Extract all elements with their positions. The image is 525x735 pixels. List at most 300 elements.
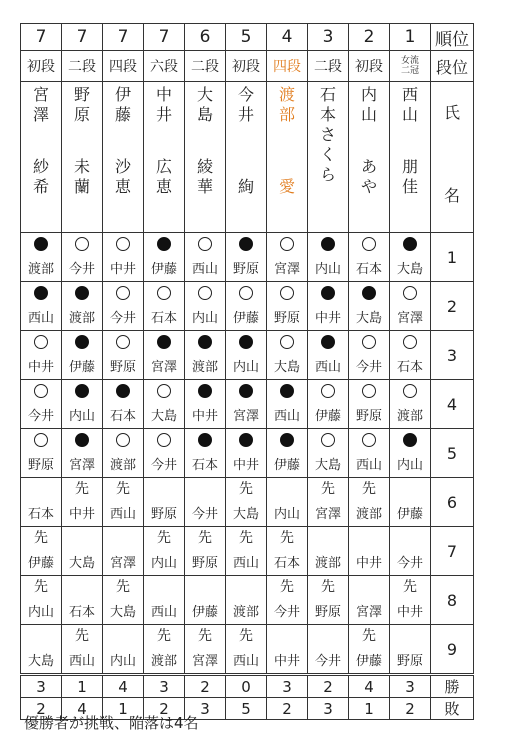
game-cell bbox=[308, 233, 349, 282]
name-cell bbox=[62, 82, 103, 233]
game-cell bbox=[308, 625, 349, 675]
game-cell bbox=[21, 527, 62, 576]
black-circle-icon bbox=[34, 286, 48, 300]
round-row bbox=[21, 331, 474, 380]
game-cell bbox=[390, 331, 431, 380]
game-top bbox=[280, 282, 294, 304]
opponent-name: 野原 bbox=[232, 262, 259, 277]
game-cell bbox=[226, 527, 267, 576]
game-cell bbox=[390, 282, 431, 331]
sente-label: 先 bbox=[280, 530, 294, 546]
opponent-name: 伊藤 bbox=[355, 654, 382, 669]
wins-cell: 3 bbox=[390, 675, 431, 698]
game-cell bbox=[103, 429, 144, 478]
sente-label: 先 bbox=[75, 481, 89, 497]
game-cell bbox=[349, 380, 390, 429]
white-circle-icon bbox=[75, 237, 89, 251]
game-cell bbox=[103, 282, 144, 331]
game-cell bbox=[267, 282, 308, 331]
game-cell bbox=[349, 429, 390, 478]
wins-cell: 0 bbox=[226, 675, 267, 698]
game-result bbox=[62, 331, 102, 379]
name-cell bbox=[21, 82, 62, 233]
game-cell bbox=[267, 233, 308, 282]
dan-cell bbox=[62, 51, 103, 82]
game-cell bbox=[267, 625, 308, 675]
white-circle-icon bbox=[116, 286, 130, 300]
opponent-name: 大島 bbox=[232, 507, 259, 522]
game-cell bbox=[185, 576, 226, 625]
white-circle-icon bbox=[239, 286, 253, 300]
opponent-name: 中井 bbox=[314, 311, 341, 326]
game-cell bbox=[62, 527, 103, 576]
game-result bbox=[62, 282, 102, 330]
dan-cell bbox=[308, 51, 349, 82]
game-top bbox=[239, 429, 253, 451]
game-result bbox=[390, 233, 430, 281]
opponent-name: 宮澤 bbox=[314, 507, 341, 522]
game-top bbox=[116, 282, 130, 304]
game-result bbox=[185, 527, 225, 575]
opponent-name: 中井 bbox=[396, 605, 423, 620]
black-circle-icon bbox=[321, 286, 335, 300]
round-row bbox=[21, 625, 474, 675]
league-table-container bbox=[20, 23, 474, 720]
game-result bbox=[21, 429, 61, 477]
opponent-name: 内山 bbox=[68, 409, 95, 424]
game-result bbox=[349, 429, 389, 477]
game-result bbox=[185, 233, 225, 281]
opponent-name: 野原 bbox=[150, 507, 177, 522]
rank-row bbox=[21, 24, 474, 51]
game-cell bbox=[267, 527, 308, 576]
sente-label: 先 bbox=[116, 481, 130, 497]
white-circle-icon bbox=[34, 384, 48, 398]
round-label: 4 bbox=[431, 380, 474, 429]
white-circle-icon bbox=[362, 384, 376, 398]
name-cell bbox=[144, 82, 185, 233]
game-top bbox=[280, 429, 294, 451]
opponent-name: 内山 bbox=[109, 654, 136, 669]
game-cell bbox=[21, 478, 62, 527]
game-result bbox=[185, 331, 225, 379]
player-surname: 西 山 bbox=[401, 85, 418, 124]
game-top bbox=[157, 625, 171, 647]
game-result bbox=[226, 282, 266, 330]
game-cell bbox=[267, 380, 308, 429]
game-result bbox=[390, 625, 430, 673]
black-circle-icon bbox=[198, 335, 212, 349]
white-circle-icon bbox=[157, 433, 171, 447]
game-result bbox=[308, 478, 348, 526]
game-result bbox=[349, 380, 389, 428]
dan-cell bbox=[185, 51, 226, 82]
wins-cell: 3 bbox=[144, 675, 185, 698]
player-name bbox=[21, 82, 61, 197]
game-cell bbox=[103, 527, 144, 576]
rank-cell: 7 bbox=[62, 24, 103, 51]
game-cell bbox=[349, 625, 390, 675]
game-result bbox=[185, 282, 225, 330]
white-circle-icon bbox=[403, 384, 417, 398]
opponent-name: 今井 bbox=[396, 556, 423, 571]
opponent-name: 伊藤 bbox=[273, 458, 300, 473]
game-cell bbox=[144, 478, 185, 527]
game-result bbox=[390, 380, 430, 428]
game-result bbox=[144, 233, 184, 281]
game-top bbox=[198, 282, 212, 304]
opponent-name: 西山 bbox=[109, 507, 136, 522]
opponent-name: 渡部 bbox=[396, 409, 423, 424]
black-circle-icon bbox=[321, 335, 335, 349]
player-name bbox=[390, 82, 430, 197]
game-result bbox=[185, 576, 225, 624]
opponent-name: 西山 bbox=[27, 311, 54, 326]
game-top bbox=[280, 527, 294, 549]
round-row bbox=[21, 576, 474, 625]
name-cell bbox=[349, 82, 390, 233]
player-name bbox=[226, 82, 266, 197]
opponent-name: 伊藤 bbox=[314, 409, 341, 424]
game-cell bbox=[144, 282, 185, 331]
white-circle-icon bbox=[116, 237, 130, 251]
rank-cell: 7 bbox=[103, 24, 144, 51]
dan-text: 四段 bbox=[109, 59, 137, 75]
opponent-name: 西山 bbox=[273, 409, 300, 424]
black-circle-icon bbox=[239, 237, 253, 251]
black-circle-icon bbox=[362, 286, 376, 300]
black-circle-icon bbox=[75, 433, 89, 447]
sente-label: 先 bbox=[362, 628, 376, 644]
game-cell bbox=[21, 380, 62, 429]
round-row bbox=[21, 527, 474, 576]
opponent-name: 野原 bbox=[27, 458, 54, 473]
game-cell bbox=[349, 233, 390, 282]
game-cell bbox=[349, 478, 390, 527]
game-result bbox=[267, 380, 307, 428]
dan-cell bbox=[267, 51, 308, 82]
game-top bbox=[116, 478, 130, 500]
opponent-name: 宮澤 bbox=[355, 605, 382, 620]
dan-label: 段位 bbox=[431, 51, 474, 82]
player-given-name: 未 蘭 bbox=[73, 157, 90, 196]
game-top bbox=[403, 429, 417, 451]
opponent-name: 中井 bbox=[68, 507, 95, 522]
game-top bbox=[75, 380, 89, 402]
game-cell bbox=[185, 282, 226, 331]
white-circle-icon bbox=[198, 237, 212, 251]
opponent-name: 宮澤 bbox=[232, 409, 259, 424]
dan-text: 二段 bbox=[314, 59, 342, 75]
game-cell bbox=[390, 527, 431, 576]
white-circle-icon bbox=[34, 335, 48, 349]
game-result bbox=[267, 625, 307, 673]
game-result bbox=[144, 282, 184, 330]
opponent-name: 内山 bbox=[150, 556, 177, 571]
round-row bbox=[21, 429, 474, 478]
white-circle-icon bbox=[116, 433, 130, 447]
game-result bbox=[390, 527, 430, 575]
white-circle-icon bbox=[321, 384, 335, 398]
opponent-name: 内山 bbox=[314, 262, 341, 277]
opponent-name: 渡部 bbox=[109, 458, 136, 473]
game-top bbox=[403, 576, 417, 598]
opponent-name: 西山 bbox=[68, 654, 95, 669]
name-label-surname: 氏 bbox=[443, 103, 460, 122]
game-top bbox=[362, 282, 376, 304]
losses-cell: 3 bbox=[308, 698, 349, 720]
white-circle-icon bbox=[362, 237, 376, 251]
game-cell bbox=[62, 429, 103, 478]
game-cell bbox=[349, 576, 390, 625]
player-name bbox=[144, 82, 184, 197]
game-top bbox=[239, 380, 253, 402]
opponent-name: 大島 bbox=[396, 262, 423, 277]
opponent-name: 石本 bbox=[150, 311, 177, 326]
game-result bbox=[21, 576, 61, 624]
opponent-name: 西山 bbox=[191, 262, 218, 277]
sente-label: 先 bbox=[116, 579, 130, 595]
game-cell bbox=[62, 625, 103, 675]
game-result bbox=[226, 380, 266, 428]
rank-cell: 3 bbox=[308, 24, 349, 51]
game-result bbox=[226, 576, 266, 624]
game-top bbox=[362, 429, 376, 451]
losses-label: 敗 bbox=[431, 698, 474, 720]
game-top bbox=[157, 331, 171, 353]
player-surname: 伊 藤 bbox=[114, 85, 131, 124]
black-circle-icon bbox=[157, 335, 171, 349]
round-label: 1 bbox=[431, 233, 474, 282]
player-given-name: 沙 恵 bbox=[114, 157, 131, 196]
wins-cell: 2 bbox=[308, 675, 349, 698]
game-cell bbox=[185, 429, 226, 478]
black-circle-icon bbox=[403, 433, 417, 447]
game-result bbox=[226, 233, 266, 281]
game-top bbox=[362, 233, 376, 255]
game-cell bbox=[103, 478, 144, 527]
dan-cell bbox=[226, 51, 267, 82]
wins-cell: 1 bbox=[62, 675, 103, 698]
game-cell bbox=[185, 331, 226, 380]
game-cell bbox=[226, 625, 267, 675]
opponent-name: 伊藤 bbox=[232, 311, 259, 326]
game-cell bbox=[349, 282, 390, 331]
dan-text: 四段 bbox=[273, 59, 301, 75]
game-cell bbox=[308, 576, 349, 625]
losses-cell: 2 bbox=[21, 698, 62, 720]
game-top bbox=[157, 527, 171, 549]
white-circle-icon bbox=[280, 335, 294, 349]
opponent-name: 大島 bbox=[27, 654, 54, 669]
game-result bbox=[226, 331, 266, 379]
white-circle-icon bbox=[280, 237, 294, 251]
game-result bbox=[267, 527, 307, 575]
game-top bbox=[321, 282, 335, 304]
opponent-name: 野原 bbox=[273, 311, 300, 326]
footnote: 優勝者が挑戦、陥落は4名 bbox=[24, 714, 199, 732]
opponent-name: 野原 bbox=[314, 605, 341, 620]
opponent-name: 内山 bbox=[396, 458, 423, 473]
opponent-name: 内山 bbox=[232, 360, 259, 375]
game-top bbox=[116, 331, 130, 353]
player-surname: 中 井 bbox=[155, 85, 172, 124]
game-cell bbox=[103, 625, 144, 675]
game-result bbox=[103, 527, 143, 575]
game-cell bbox=[308, 429, 349, 478]
game-top bbox=[362, 478, 376, 500]
game-result bbox=[349, 478, 389, 526]
wins-cell: 2 bbox=[185, 675, 226, 698]
round-row bbox=[21, 233, 474, 282]
game-cell bbox=[267, 478, 308, 527]
game-top bbox=[34, 233, 48, 255]
game-result bbox=[21, 282, 61, 330]
dan-text: 初段 bbox=[355, 59, 383, 75]
game-top bbox=[239, 527, 253, 549]
player-given-name: 絢 bbox=[237, 177, 254, 196]
game-cell bbox=[21, 331, 62, 380]
game-result bbox=[390, 331, 430, 379]
game-top bbox=[116, 429, 130, 451]
game-top bbox=[403, 282, 417, 304]
game-top bbox=[116, 233, 130, 255]
game-top bbox=[157, 429, 171, 451]
game-top bbox=[75, 625, 89, 647]
game-result bbox=[62, 527, 102, 575]
opponent-name: 渡部 bbox=[68, 311, 95, 326]
white-circle-icon bbox=[280, 286, 294, 300]
losses-cell: 2 bbox=[144, 698, 185, 720]
game-result bbox=[308, 380, 348, 428]
game-result bbox=[185, 478, 225, 526]
rank-cell: 6 bbox=[185, 24, 226, 51]
game-result bbox=[62, 576, 102, 624]
game-cell bbox=[267, 576, 308, 625]
opponent-name: 内山 bbox=[273, 507, 300, 522]
white-circle-icon bbox=[157, 384, 171, 398]
opponent-name: 石本 bbox=[27, 507, 54, 522]
losses-cell: 4 bbox=[62, 698, 103, 720]
player-name bbox=[308, 82, 348, 185]
game-cell bbox=[390, 233, 431, 282]
white-circle-icon bbox=[34, 433, 48, 447]
player-name bbox=[62, 82, 102, 197]
game-result bbox=[62, 429, 102, 477]
game-result bbox=[226, 429, 266, 477]
opponent-name: 伊藤 bbox=[27, 556, 54, 571]
losses-cell: 2 bbox=[390, 698, 431, 720]
dan-cell bbox=[21, 51, 62, 82]
game-result bbox=[144, 527, 184, 575]
game-result bbox=[308, 282, 348, 330]
black-circle-icon bbox=[34, 237, 48, 251]
opponent-name: 宮澤 bbox=[109, 556, 136, 571]
game-result bbox=[21, 233, 61, 281]
game-cell bbox=[349, 331, 390, 380]
game-cell bbox=[185, 527, 226, 576]
black-circle-icon bbox=[198, 433, 212, 447]
wins-label: 勝 bbox=[431, 675, 474, 698]
game-cell bbox=[62, 331, 103, 380]
game-result bbox=[267, 331, 307, 379]
name-label bbox=[431, 82, 473, 232]
white-circle-icon bbox=[157, 286, 171, 300]
game-result bbox=[185, 380, 225, 428]
black-circle-icon bbox=[280, 384, 294, 398]
opponent-name: 大島 bbox=[109, 605, 136, 620]
game-top bbox=[157, 380, 171, 402]
game-cell bbox=[185, 233, 226, 282]
sente-label: 先 bbox=[239, 628, 253, 644]
opponent-name: 大島 bbox=[150, 409, 177, 424]
game-top bbox=[157, 282, 171, 304]
name-cell bbox=[308, 82, 349, 233]
game-top bbox=[75, 233, 89, 255]
game-result bbox=[144, 331, 184, 379]
game-top bbox=[75, 282, 89, 304]
game-result bbox=[308, 527, 348, 575]
game-result bbox=[103, 331, 143, 379]
opponent-name: 西山 bbox=[150, 605, 177, 620]
black-circle-icon bbox=[280, 433, 294, 447]
opponent-name: 石本 bbox=[273, 556, 300, 571]
game-result bbox=[349, 625, 389, 673]
game-top bbox=[75, 331, 89, 353]
game-cell bbox=[144, 527, 185, 576]
game-top bbox=[239, 282, 253, 304]
game-result bbox=[21, 527, 61, 575]
game-top bbox=[34, 576, 48, 598]
game-result bbox=[21, 625, 61, 673]
player-name bbox=[185, 82, 225, 197]
losses-cell: 1 bbox=[349, 698, 390, 720]
game-top bbox=[198, 429, 212, 451]
black-circle-icon bbox=[239, 433, 253, 447]
game-result bbox=[349, 331, 389, 379]
game-cell bbox=[267, 429, 308, 478]
game-cell bbox=[390, 576, 431, 625]
name-row bbox=[21, 82, 474, 233]
game-result bbox=[103, 380, 143, 428]
name-label-cell bbox=[431, 82, 474, 233]
game-top bbox=[403, 233, 417, 255]
game-cell bbox=[144, 233, 185, 282]
sente-label: 先 bbox=[403, 579, 417, 595]
opponent-name: 石本 bbox=[68, 605, 95, 620]
losses-cell: 2 bbox=[267, 698, 308, 720]
game-cell bbox=[62, 282, 103, 331]
opponent-name: 渡部 bbox=[355, 507, 382, 522]
opponent-name: 今井 bbox=[109, 311, 136, 326]
game-cell bbox=[390, 625, 431, 675]
player-given-name: 紗 希 bbox=[32, 157, 49, 196]
game-top bbox=[321, 429, 335, 451]
player-given-name: 広 恵 bbox=[155, 157, 172, 196]
game-result bbox=[308, 625, 348, 673]
rank-cell: 1 bbox=[390, 24, 431, 51]
game-top bbox=[116, 380, 130, 402]
game-top bbox=[198, 625, 212, 647]
opponent-name: 大島 bbox=[355, 311, 382, 326]
game-top bbox=[75, 478, 89, 500]
dan-text: 二段 bbox=[191, 59, 219, 75]
dan-cell bbox=[390, 51, 431, 82]
opponent-name: 石本 bbox=[109, 409, 136, 424]
game-cell bbox=[62, 233, 103, 282]
game-result bbox=[62, 625, 102, 673]
round-label: 9 bbox=[431, 625, 474, 675]
